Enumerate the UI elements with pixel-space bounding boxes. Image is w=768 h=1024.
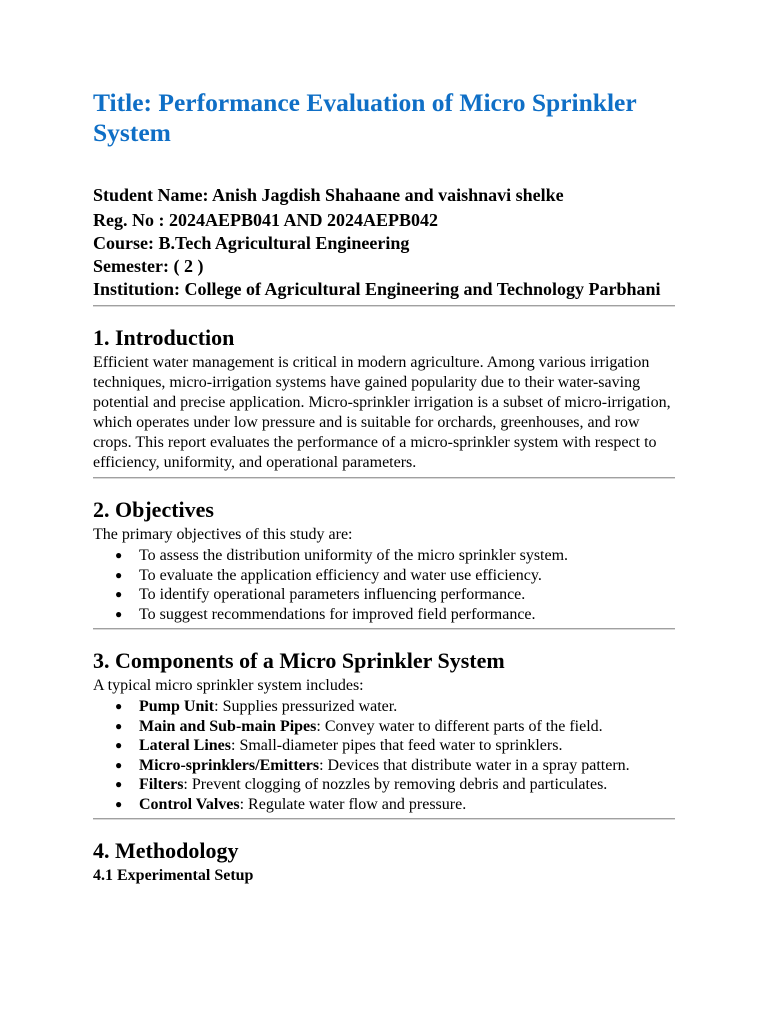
components-intro: A typical micro sprinkler system includes: xyxy=(93,677,364,694)
bullet-icon: ● xyxy=(115,777,123,791)
student-name: Student Name: Anish Jagdish Shahaane and vaishnavi shelke xyxy=(93,185,564,205)
document-page xyxy=(93,88,675,886)
list-item: ● Pump Unit: Supplies pressurized water. xyxy=(115,698,398,715)
section-divider xyxy=(93,818,675,820)
methodology-heading: 4. Methodology xyxy=(93,838,239,863)
objectives-list xyxy=(93,546,675,624)
section-divider xyxy=(93,628,675,630)
bullet-icon: ● xyxy=(115,699,123,713)
bullet-icon: ● xyxy=(115,587,123,601)
components-heading: 3. Components of a Micro Sprinkler System xyxy=(93,648,505,673)
bullet-icon: ● xyxy=(115,796,123,811)
list-item: ● To assess the distribution uniformity of the micro sprinkler system. xyxy=(115,547,569,564)
bullet-icon: ● xyxy=(115,718,123,733)
registration-number: Reg. No : 2024AEPB041 AND 2024AEPB042 xyxy=(93,210,438,230)
document-title: Title: Performance Evaluation of Micro Sprinkler System xyxy=(93,88,637,147)
bullet-icon: ● xyxy=(115,606,123,621)
list-item: ● To evaluate the application efficiency and water use efficiency. xyxy=(115,566,542,584)
list-item: ● Lateral Lines: Small-diameter pipes that feed water to sprinklers. xyxy=(115,737,563,754)
section-divider xyxy=(93,305,675,307)
objectives-heading: 2. Objectives xyxy=(93,497,214,522)
introduction-text: Efficient water management is critical in modern agriculture. Among various irrigation techniques, micro-irrigation systems have gained popularity due to their water-saving potential and precise application. Micro-sprinkler irrigation is a subset of micro-irrigation, which operates under low pressure and is suitable for orchards, greenhouses, and row crops. This report evaluates the performance of a micro-sprinkler system with respect to efficiency, uniformity, and operational parameters. xyxy=(93,354,671,471)
introduction-heading: 1. Introduction xyxy=(93,325,235,350)
experimental-setup-heading: 4.1 Experimental Setup xyxy=(93,867,254,884)
section-divider xyxy=(93,477,675,479)
bullet-icon: ● xyxy=(115,757,123,772)
list-item: ● Micro-sprinklers/Emitters: Devices that distribute water in a spray pattern. xyxy=(115,756,630,774)
list-item: ● Control Valves: Regulate water flow and pressure. xyxy=(115,795,467,813)
institution: Institution: College of Agricultural Engineering and Technology Parbhani xyxy=(93,279,661,299)
objectives-intro: The primary objectives of this study are: xyxy=(93,526,353,543)
components-list xyxy=(93,697,675,814)
semester: Semester: ( 2 ) xyxy=(93,256,204,276)
bullet-icon: ● xyxy=(115,548,123,562)
bullet-icon: ● xyxy=(115,567,123,582)
list-item: ● Filters: Prevent clogging of nozzles by removing debris and particulates. xyxy=(115,776,608,793)
bullet-icon: ● xyxy=(115,738,123,752)
list-item: ● To identify operational parameters influencing performance. xyxy=(115,586,526,603)
course: Course: B.Tech Agricultural Engineering xyxy=(93,233,410,253)
report-meta xyxy=(93,184,675,301)
list-item: ● Main and Sub-main Pipes: Convey water to different parts of the field. xyxy=(115,717,603,735)
list-item: ● To suggest recommendations for improved field performance. xyxy=(115,605,536,623)
